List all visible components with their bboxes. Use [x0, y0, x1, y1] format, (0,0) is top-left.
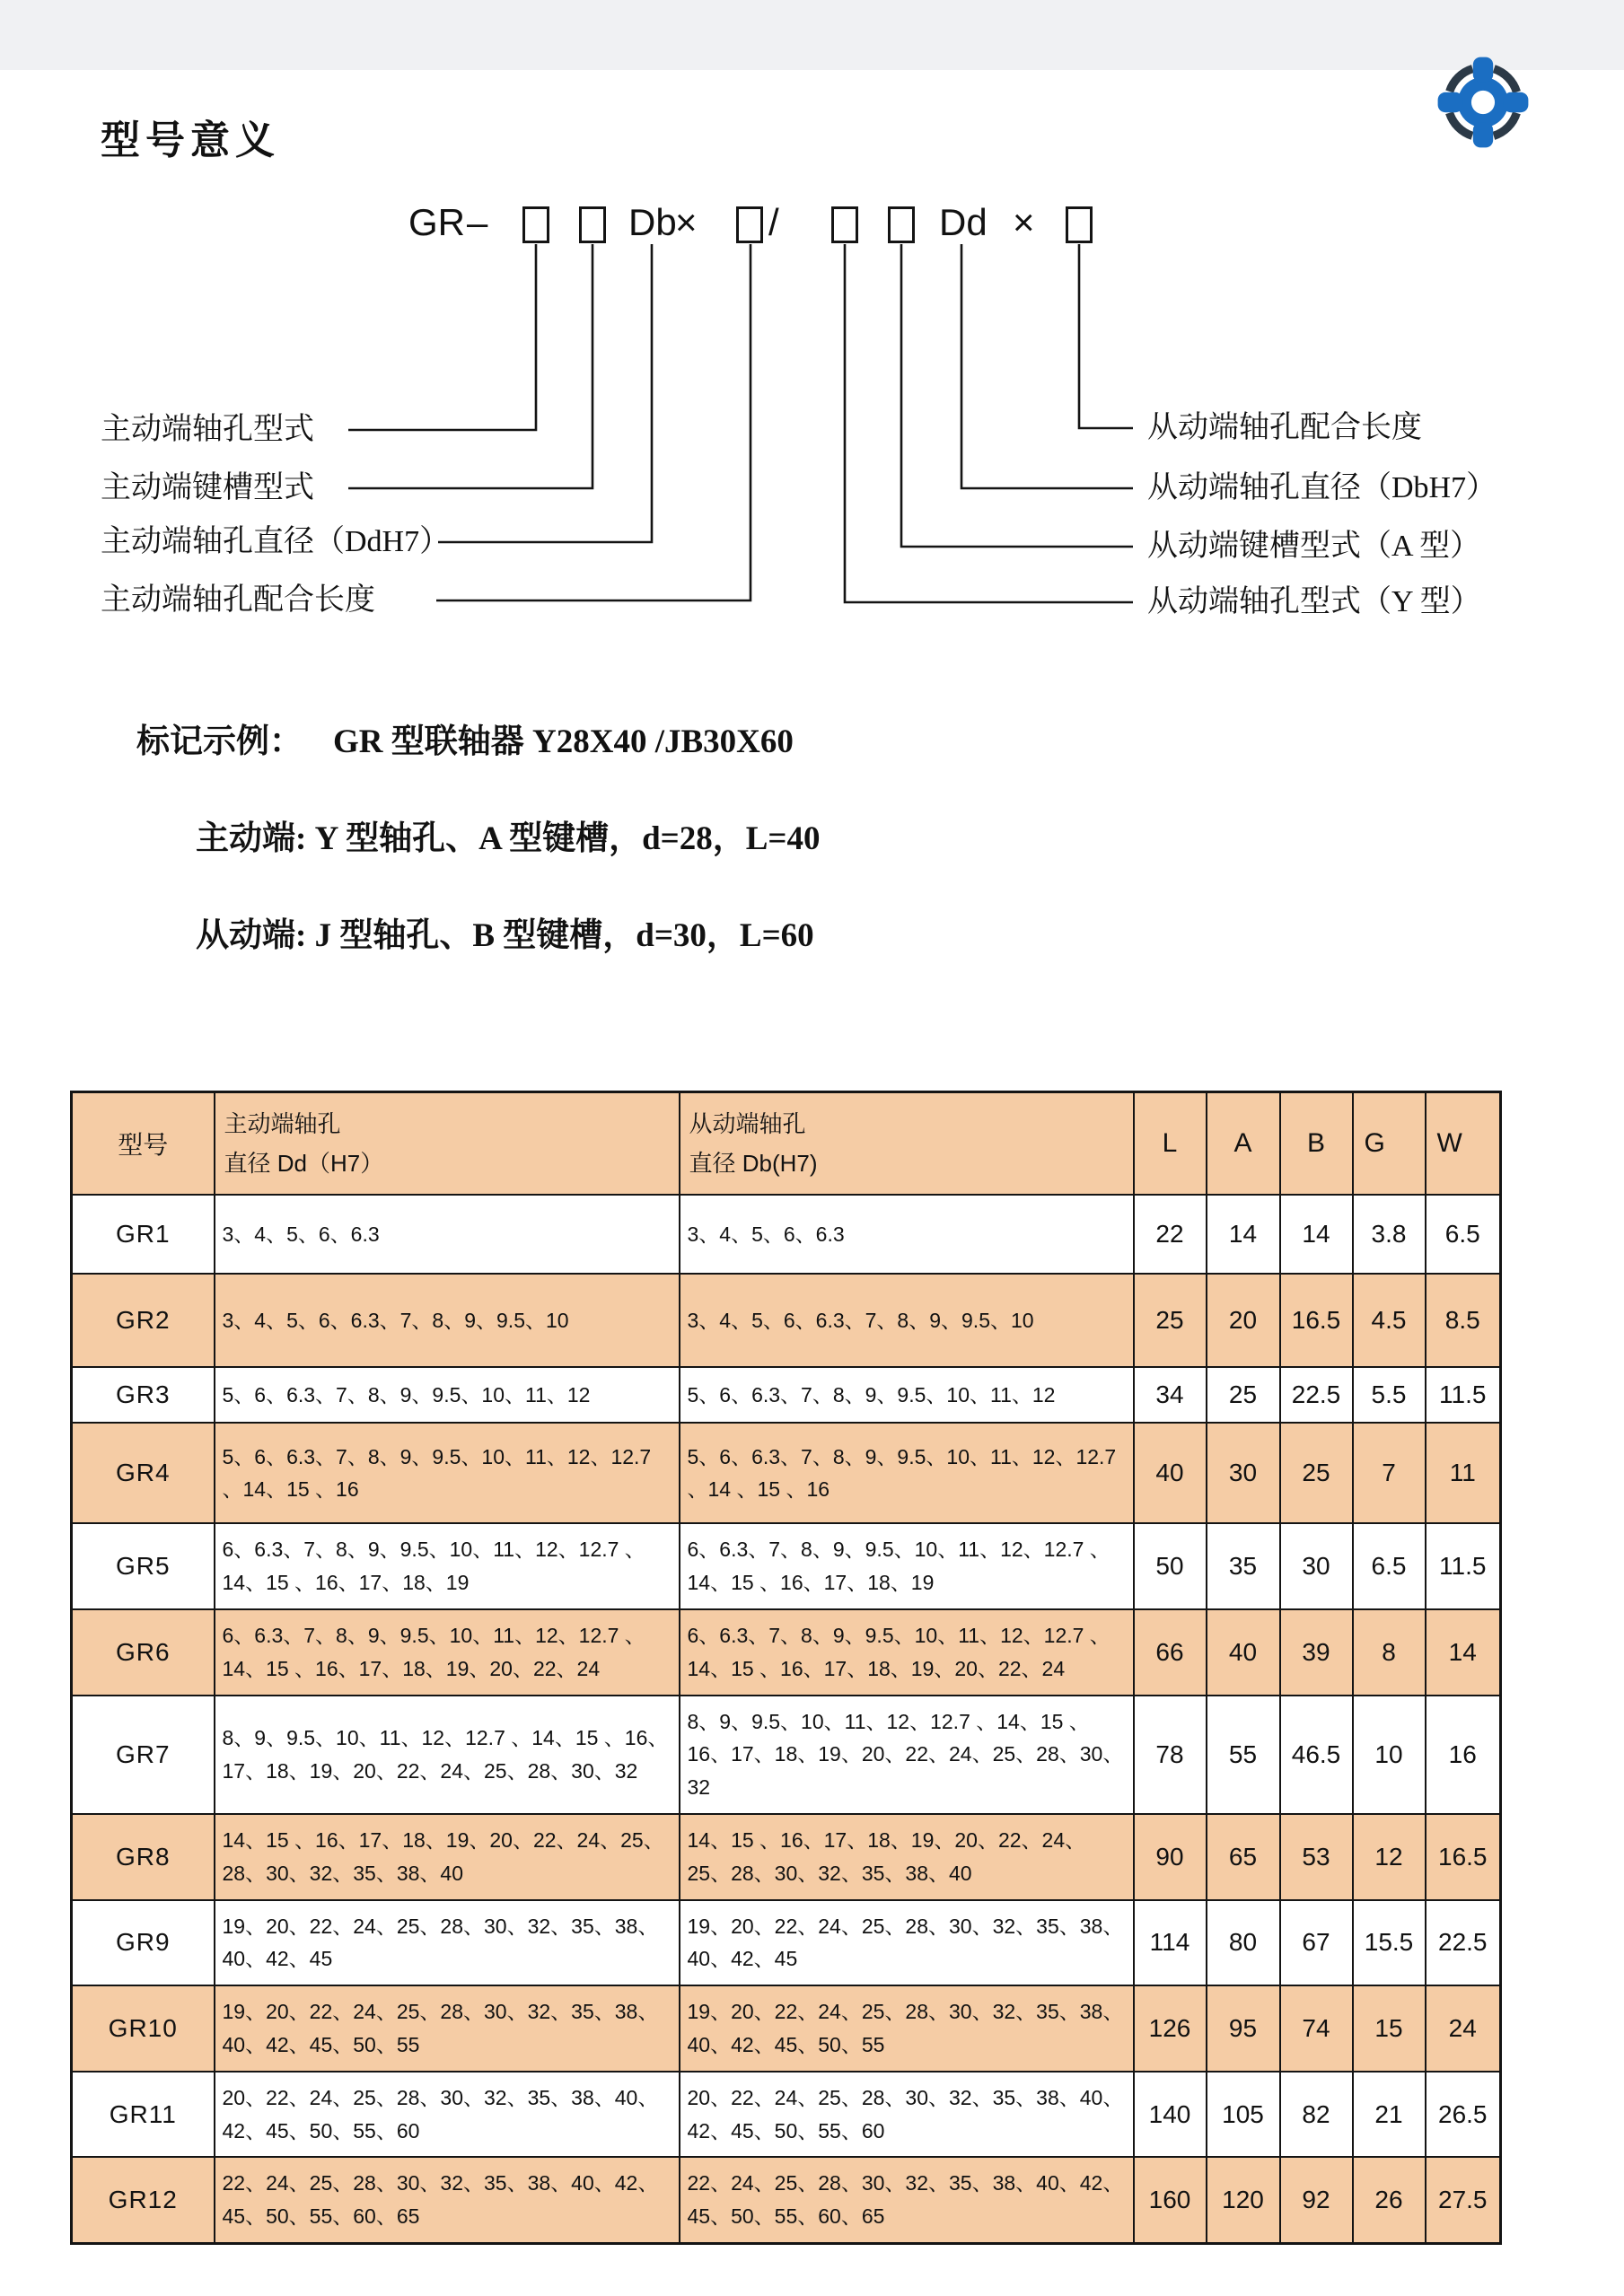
L-cell: 22: [1134, 1195, 1207, 1274]
label-drive-bore-dia: 主动端轴孔直径（DdH7）: [101, 525, 451, 558]
driven-bore-cell: 5、6、6.3、7、8、9、9.5、10、11、12、12.7 、14 、15 、16: [680, 1423, 1134, 1523]
table-row: [72, 1696, 1501, 1814]
driven-bore-cell: 6、6.3、7、8、9、9.5、10、11、12、12.7 、14、15 、16、17、18、19: [680, 1523, 1134, 1609]
drive-bore-cell: 22、24、25、28、30、32、35、38、40、42、45、50、55、60、65: [215, 2157, 680, 2243]
A-cell: 120: [1207, 2157, 1280, 2243]
connector-line: [1079, 244, 1133, 428]
formula-db-label: Db: [628, 201, 677, 243]
drive-bore-cell: 6、6.3、7、8、9、9.5、10、11、12、12.7 、14、15 、16、17、18、19、20、22、24: [215, 1609, 680, 1696]
label-drive-key-type: 主动端键槽型式: [101, 471, 314, 504]
L-cell: 34: [1134, 1367, 1207, 1423]
model-cell: GR4: [72, 1423, 215, 1523]
formula-box-driven-bore-type: [831, 206, 858, 243]
B-cell: 74: [1280, 1985, 1353, 2072]
formula-prefix: GR: [408, 201, 465, 243]
G-cell: 8: [1353, 1609, 1426, 1696]
W-cell: 16.5: [1426, 1814, 1501, 1900]
drive-bore-cell: 5、6、6.3、7、8、9、9.5、10、11、12、12.7 、14、15 、16: [215, 1423, 680, 1523]
model-cell: GR10: [72, 1985, 215, 2072]
W-cell: 26.5: [1426, 2072, 1501, 2158]
label-driven-bore-dia: 从动端轴孔直径（DbH7）: [1147, 471, 1497, 504]
header-W: W: [1426, 1092, 1501, 1196]
G-cell: 5.5: [1353, 1367, 1426, 1423]
model-cell: GR12: [72, 2157, 215, 2243]
driven-bore-cell: 5、6、6.3、7、8、9、9.5、10、11、12: [680, 1367, 1134, 1423]
B-cell: 22.5: [1280, 1367, 1353, 1423]
B-cell: 67: [1280, 1900, 1353, 1986]
formula-box-driven-length: [1066, 206, 1093, 243]
L-cell: 50: [1134, 1523, 1207, 1609]
W-cell: 6.5: [1426, 1195, 1501, 1274]
table-row: [72, 1423, 1501, 1523]
L-cell: 114: [1134, 1900, 1207, 1986]
table-row: [72, 1367, 1501, 1423]
driven-bore-cell: 3、4、5、6、6.3、7、8、9、9.5、10: [680, 1274, 1134, 1367]
B-cell: 30: [1280, 1523, 1353, 1609]
W-cell: 24: [1426, 1985, 1501, 2072]
header-A: A: [1207, 1092, 1280, 1196]
driven-bore-cell: 19、20、22、24、25、28、30、32、35、38、40、42、45、50、55: [680, 1985, 1134, 2072]
formula-box-drive-key-type: [579, 206, 606, 243]
header-G: G: [1353, 1092, 1426, 1196]
G-cell: 6.5: [1353, 1523, 1426, 1609]
L-cell: 90: [1134, 1814, 1207, 1900]
A-cell: 30: [1207, 1423, 1280, 1523]
driven-bore-cell: 22、24、25、28、30、32、35、38、40、42、45、50、55、60、65: [680, 2157, 1134, 2243]
formula-times-2: ×: [1013, 201, 1035, 243]
L-cell: 25: [1134, 1274, 1207, 1367]
table-row: [72, 1609, 1501, 1696]
example-value: GR 型联轴器 Y28X40 /JB30X60: [333, 723, 794, 760]
drive-bore-cell: 3、4、5、6、6.3: [215, 1195, 680, 1274]
A-cell: 55: [1207, 1696, 1280, 1814]
model-cell: GR3: [72, 1367, 215, 1423]
header-row: [72, 1092, 1501, 1196]
page-title: 型号意义: [101, 118, 280, 162]
label-driven-key-type: 从动端键槽型式（A 型）: [1147, 530, 1481, 563]
driven-bore-cell: 14、15 、16、17、18、19、20、22、24、25、28、30、32、35、38、40: [680, 1814, 1134, 1900]
formula-slash: /: [768, 201, 779, 243]
driven-bore-cell: 19、20、22、24、25、28、30、32、35、38、40、42、45: [680, 1900, 1134, 1986]
label-drive-bore-type: 主动端轴孔型式: [101, 413, 314, 446]
driven-bore-cell: 20、22、24、25、28、30、32、35、38、40、42、45、50、55、60: [680, 2072, 1134, 2158]
L-cell: 140: [1134, 2072, 1207, 2158]
A-cell: 35: [1207, 1523, 1280, 1609]
header-drive-bore: 主动端轴孔 直径 Dd（H7）: [215, 1092, 680, 1196]
driven-bore-cell: 8、9、9.5、10、11、12、12.7 、14、15 、16、17、18、19、20、22、24、25、28、30、32: [680, 1696, 1134, 1814]
G-cell: 3.8: [1353, 1195, 1426, 1274]
table-row: [72, 1274, 1501, 1367]
W-cell: 16: [1426, 1696, 1501, 1814]
drive-bore-cell: 6、6.3、7、8、9、9.5、10、11、12、12.7 、14、15 、16、17、18、19: [215, 1523, 680, 1609]
driven-bore-cell: 3、4、5、6、6.3: [680, 1195, 1134, 1274]
A-cell: 105: [1207, 2072, 1280, 2158]
W-cell: 14: [1426, 1609, 1501, 1696]
connector-line: [438, 244, 652, 542]
B-cell: 53: [1280, 1814, 1353, 1900]
drive-bore-cell: 20、22、24、25、28、30、32、35、38、40、42、45、50、55、60: [215, 2072, 680, 2158]
B-cell: 46.5: [1280, 1696, 1353, 1814]
B-cell: 16.5: [1280, 1274, 1353, 1367]
connector-line: [961, 244, 1133, 488]
formula-dd-label: Dd: [939, 201, 988, 243]
W-cell: 11: [1426, 1423, 1501, 1523]
formula-box-driven-key-type: [888, 206, 915, 243]
connector-line: [845, 244, 1133, 602]
drive-bore-cell: 3、4、5、6、6.3、7、8、9、9.5、10: [215, 1274, 680, 1367]
G-cell: 10: [1353, 1696, 1426, 1814]
G-cell: 15.5: [1353, 1900, 1426, 1986]
table-row: [72, 2157, 1501, 2243]
G-cell: 15: [1353, 1985, 1426, 2072]
B-cell: 92: [1280, 2157, 1353, 2243]
A-cell: 40: [1207, 1609, 1280, 1696]
G-cell: 4.5: [1353, 1274, 1426, 1367]
model-cell: GR9: [72, 1900, 215, 1986]
header-B: B: [1280, 1092, 1353, 1196]
label-drive-fit-length: 主动端轴孔配合长度: [101, 583, 375, 617]
driven-bore-cell: 6、6.3、7、8、9、9.5、10、11、12、12.7 、14、15 、16、17、18、19、20、22、24: [680, 1609, 1134, 1696]
table-row: [72, 1985, 1501, 2072]
label-driven-fit-length: 从动端轴孔配合长度: [1147, 411, 1422, 444]
example-driven-line: 从动端: J 型轴孔、B 型键槽，d=30，L=60: [196, 917, 814, 954]
A-cell: 80: [1207, 1900, 1280, 1986]
A-cell: 65: [1207, 1814, 1280, 1900]
W-cell: 11.5: [1426, 1523, 1501, 1609]
G-cell: 26: [1353, 2157, 1426, 2243]
G-cell: 21: [1353, 2072, 1426, 2158]
spec-table: [70, 1091, 1502, 2245]
header-driven-bore: 从动端轴孔 直径 Db(H7): [680, 1092, 1134, 1196]
table-row: [72, 1523, 1501, 1609]
table-row: [72, 2072, 1501, 2158]
A-cell: 14: [1207, 1195, 1280, 1274]
drive-bore-cell: 5、6、6.3、7、8、9、9.5、10、11、12: [215, 1367, 680, 1423]
B-cell: 39: [1280, 1609, 1353, 1696]
W-cell: 27.5: [1426, 2157, 1501, 2243]
W-cell: 8.5: [1426, 1274, 1501, 1367]
header-L: L: [1134, 1092, 1207, 1196]
model-cell: GR6: [72, 1609, 215, 1696]
model-cell: GR11: [72, 2072, 215, 2158]
model-cell: GR8: [72, 1814, 215, 1900]
W-cell: 11.5: [1426, 1367, 1501, 1423]
formula-times-1: ×: [675, 201, 698, 243]
A-cell: 95: [1207, 1985, 1280, 2072]
model-cell: GR1: [72, 1195, 215, 1274]
drive-bore-cell: 14、15 、16、17、18、19、20、22、24、25、28、30、32、35、38、40: [215, 1814, 680, 1900]
L-cell: 126: [1134, 1985, 1207, 2072]
G-cell: 7: [1353, 1423, 1426, 1523]
L-cell: 78: [1134, 1696, 1207, 1814]
drive-bore-cell: 19、20、22、24、25、28、30、32、35、38、40、42、45: [215, 1900, 680, 1986]
B-cell: 14: [1280, 1195, 1353, 1274]
drive-bore-cell: 8、9、9.5、10、11、12、12.7 、14、15 、16、17、18、19、20、22、24、25、28、30、32: [215, 1696, 680, 1814]
label-driven-bore-type: 从动端轴孔型式（Y 型）: [1147, 585, 1481, 618]
drive-bore-cell: 19、20、22、24、25、28、30、32、35、38、40、42、45、50、55: [215, 1985, 680, 2072]
table-row: [72, 1195, 1501, 1274]
model-cell: GR2: [72, 1274, 215, 1367]
formula-dash: –: [467, 201, 488, 243]
model-cell: GR7: [72, 1696, 215, 1814]
table-body: [72, 1195, 1501, 2243]
G-cell: 12: [1353, 1814, 1426, 1900]
B-cell: 25: [1280, 1423, 1353, 1523]
A-cell: 25: [1207, 1367, 1280, 1423]
example-heading: [136, 714, 794, 762]
B-cell: 82: [1280, 2072, 1353, 2158]
example-label: 标记示例：: [136, 723, 303, 760]
table-row: [72, 1814, 1501, 1900]
formula-box-drive-bore-type: [522, 206, 549, 243]
W-cell: 22.5: [1426, 1900, 1501, 1986]
L-cell: 160: [1134, 2157, 1207, 2243]
model-cell: GR5: [72, 1523, 215, 1609]
L-cell: 40: [1134, 1423, 1207, 1523]
connector-line: [901, 244, 1133, 547]
L-cell: 66: [1134, 1609, 1207, 1696]
connector-line: [348, 244, 593, 488]
formula-box-drive-length: [736, 206, 763, 243]
connector-line: [348, 244, 536, 430]
example-drive-line: 主动端: Y 型轴孔、A 型键槽，d=28，L=40: [196, 820, 821, 857]
header-model: 型号: [72, 1092, 215, 1196]
A-cell: 20: [1207, 1274, 1280, 1367]
table-row: [72, 1900, 1501, 1986]
